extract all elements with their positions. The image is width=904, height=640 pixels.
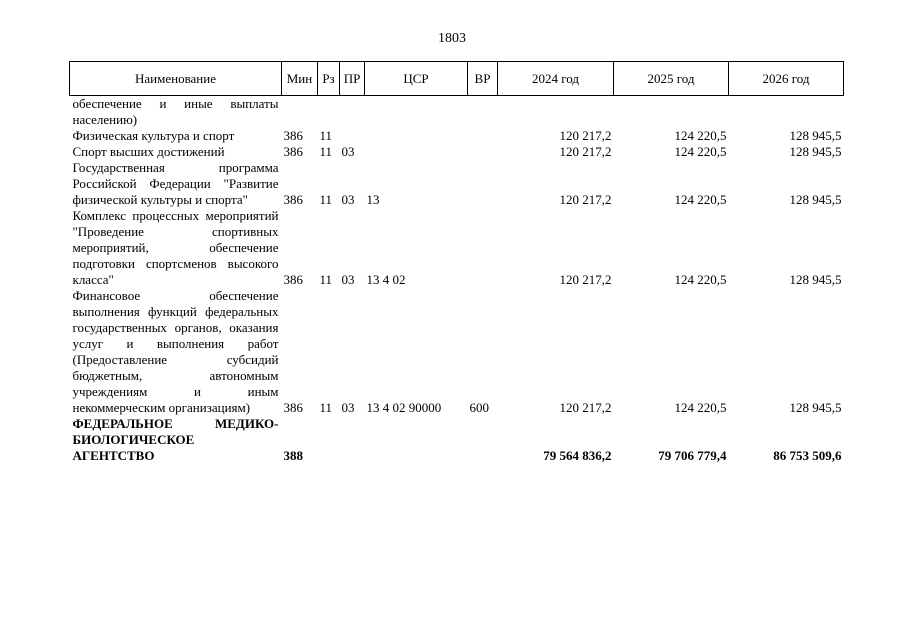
table-row-agency-total [70, 416, 844, 464]
row-2024: 120 217,2 [559, 272, 612, 287]
row-csr [365, 128, 468, 144]
row-csr [365, 144, 468, 160]
row-pr [340, 128, 365, 144]
row-2024: 120 217,2 [559, 144, 612, 159]
header-csr: ЦСР [365, 62, 468, 96]
row-vr: 600 [469, 400, 489, 415]
row-2025: 124 220,5 [674, 128, 727, 143]
header-2026: 2026 год [729, 62, 844, 96]
header-2025: 2025 год [614, 62, 729, 96]
row-rz [318, 416, 340, 464]
row-pr [340, 416, 365, 464]
row-2026: 128 945,5 [789, 144, 842, 159]
row-min [282, 96, 318, 129]
row-vr [468, 96, 498, 129]
row-min: 386 [283, 400, 303, 415]
row-name: ФЕДЕРАЛЬНОЕ МЕДИКО-БИОЛОГИЧЕСКОЕ АГЕНТСТВО [72, 416, 279, 463]
row-2025: 124 220,5 [674, 272, 727, 287]
row-pr: 03 [341, 272, 355, 287]
row-2026: 86 753 509,6 [773, 448, 842, 463]
row-rz: 11 [319, 144, 333, 159]
table-row [70, 128, 844, 144]
table-row [70, 96, 844, 129]
row-vr [468, 128, 498, 144]
row-pr: 03 [341, 192, 355, 207]
row-min: 386 [283, 272, 303, 287]
row-2026: 128 945,5 [789, 400, 842, 415]
row-name: обеспечение и иные выплаты населению) [72, 96, 279, 127]
row-2025: 124 220,5 [674, 400, 727, 415]
row-name: Государственная программа Российской Федерации "Развитие физической культуры и спорта" [72, 160, 279, 207]
row-name: Спорт высших достижений [72, 144, 225, 159]
row-name: Комплекс процессных мероприятий "Проведение спортивных мероприятий, обеспечение подготовки спортсменов высокого класса" [72, 208, 279, 287]
row-2026: 128 945,5 [789, 192, 842, 207]
row-2024: 79 564 836,2 [543, 448, 612, 463]
header-min: Мин [282, 62, 318, 96]
row-2025: 79 706 779,4 [658, 448, 727, 463]
table-row [70, 288, 844, 416]
page-number: 1803 [438, 31, 466, 46]
table-row [70, 144, 844, 160]
row-2026 [729, 96, 844, 129]
header-name: Наименование [70, 62, 282, 96]
row-2024: 120 217,2 [559, 192, 612, 207]
table-row [70, 208, 844, 288]
row-vr [468, 144, 498, 160]
row-rz: 11 [319, 400, 333, 415]
row-rz [318, 96, 340, 129]
header-2024: 2024 год [498, 62, 614, 96]
row-vr [468, 160, 498, 208]
row-name: Физическая культура и спорт [72, 128, 235, 143]
row-name: Финансовое обеспечение выполнения функций федеральных государственных органов, оказания услуг и выполнения работ (Предоставление субсидий бюджетным, автономным учреждениям и иным некоммерческим организациям) [72, 288, 279, 415]
row-2024: 120 217,2 [559, 400, 612, 415]
row-rz: 11 [319, 272, 333, 287]
row-pr: 03 [341, 144, 355, 159]
row-2025: 124 220,5 [674, 144, 727, 159]
row-csr: 13 [366, 192, 380, 207]
row-min: 386 [283, 144, 303, 159]
row-2025: 124 220,5 [674, 192, 727, 207]
row-pr: 03 [341, 400, 355, 415]
header-vr: ВР [468, 62, 498, 96]
row-pr [340, 96, 365, 129]
row-csr: 13 4 02 [366, 272, 406, 287]
header-pr: ПР [340, 62, 365, 96]
row-csr [365, 416, 468, 464]
row-rz: 11 [319, 192, 333, 207]
row-2024 [498, 96, 614, 129]
row-min: 388 [283, 448, 303, 463]
row-rz: 11 [319, 128, 333, 143]
row-2025 [614, 96, 729, 129]
budget-table [69, 61, 844, 464]
row-2024: 120 217,2 [559, 128, 612, 143]
header-rz: Рз [318, 62, 340, 96]
row-min: 386 [283, 128, 303, 143]
row-2026: 128 945,5 [789, 128, 842, 143]
table-header-row [70, 62, 844, 96]
row-vr [468, 416, 498, 464]
table-row [70, 160, 844, 208]
row-csr [365, 96, 468, 129]
row-vr [468, 208, 498, 288]
row-csr: 13 4 02 90000 [366, 400, 442, 415]
row-2026: 128 945,5 [789, 272, 842, 287]
row-min: 386 [283, 192, 303, 207]
